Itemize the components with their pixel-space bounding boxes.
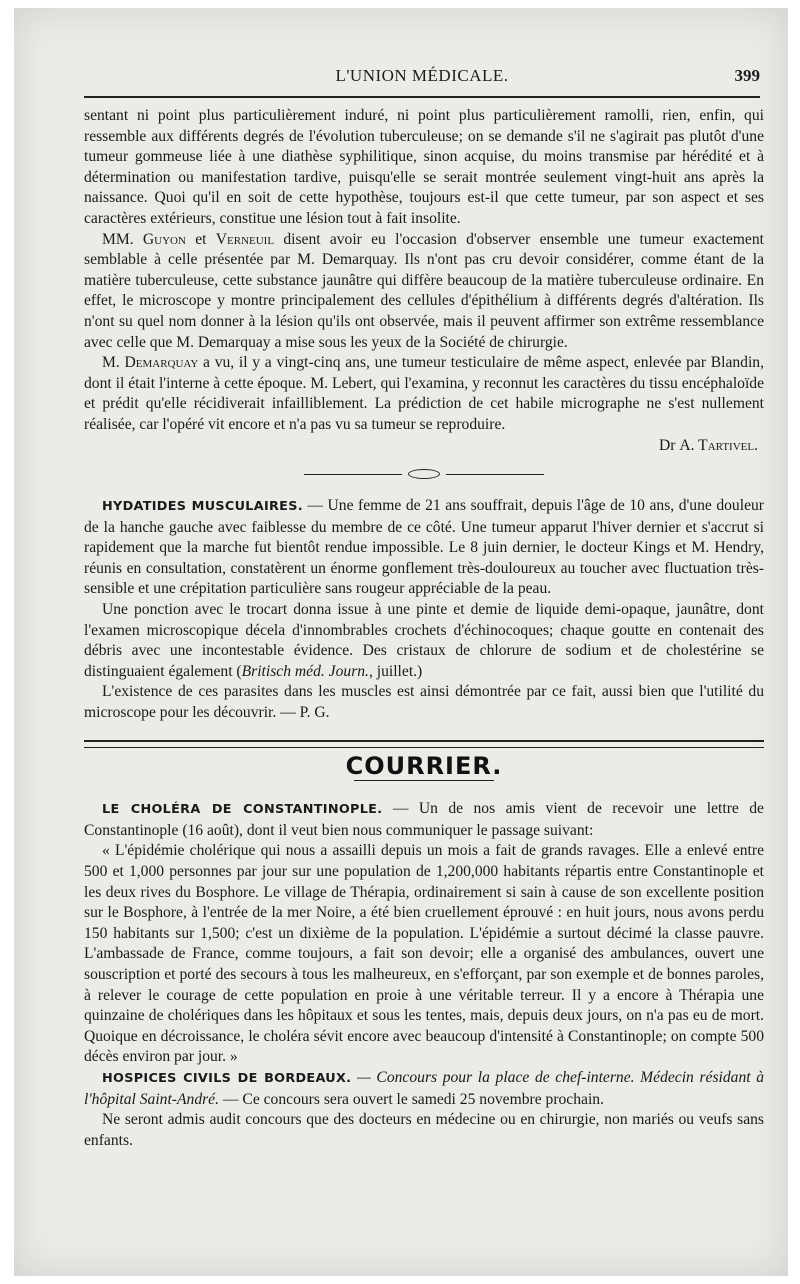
heading-hydatides: HYDATIDES MUSCULAIRES.: [102, 499, 303, 515]
signature-prefix: Dr: [659, 436, 676, 454]
header-rule: [84, 96, 760, 98]
page-body: [84, 106, 764, 1151]
signature: [84, 436, 764, 457]
running-title: L'UNION MÉDICALE.: [335, 66, 509, 85]
paragraph-hospices: [84, 1068, 764, 1110]
paragraph-ponction: [84, 600, 764, 682]
name-demarquay: Demarquay: [124, 354, 199, 372]
prefix-mm: MM.: [102, 230, 134, 248]
page-number: 399: [734, 66, 760, 85]
paragraph-tumeur-conclusion: sentant ni point plus particulièrement induré, ni point plus particulièrement ramolli, rien, enfin, qui ressemble aux différents degrés de l'évolution tuberculeuse; on se demande s'il ne s'agirait pas plutôt d'une tumeur gommeuse liée à une diathèse syphilitique, sinon acquise, du moins transmise par hérédité et à détermination ou manifestation tardive, puisqu'elle se serait montrée seulement vingt-huit ans après la naissance. Quoi qu'il en soit de cette hypothèse, toujours est-il que cette tumeur, par son aspect et ses caractères extérieurs, constitue une lésion tout à fait insolite.: [84, 107, 764, 227]
paragraph-demarquay-text: a vu, il y a vingt-cinq ans, une tumeur testiculaire de même aspect, enlevée par Blandin, dont il était l'interne à cette époque. M. Lebert, qui l'examina, y reconnut les caractères du tissu encéphaloïde et prédit qu'elle récidiverait infailliblement. La prédiction de cet habile micrographe ne s'est nullement réalisée, car l'opéré vit encore et n'a pas vu sa tumeur se reproduire.: [84, 354, 765, 433]
paragraph-guyon-text: disent avoir eu l'occasion d'observer ensemble une tumeur exactement semblable à celle présentée par M. Demarquay. Ils n'ont pas cru devoir considérer, comme étant de la matière tuberculeuse, cette substance jaunâtre qui diffère beaucoup de la matière tuberculeuse ordinaire. En effet, le microscope y montre principalement des cellules d'épithélium à différents degrés d'altération. Ils n'ont su quel nom donner à la lésion qu'ils ont observée, mais il peuvent affirmer son extrême ressemblance avec celle que M. Demarquay a mise sous les yeux de la Société de chirurgie.: [84, 230, 764, 351]
paragraph-parasites: L'existence de ces parasites dans les muscles est ainsi démontrée par ce fait, aussi bien que l'utilité du microscope pour les découvrir. — P. G.: [84, 683, 764, 722]
paragraph-demarquay: [84, 353, 764, 435]
heading-hospices: HOSPICES CIVILS DE BORDEAUX.: [102, 1070, 352, 1086]
hospices-text: — Ce concours sera ouvert le samedi 25 novembre prochain.: [222, 1090, 604, 1108]
name-guyon: Guyon: [142, 230, 186, 248]
name-verneuil: Verneuil: [215, 230, 275, 248]
document-page: [14, 8, 788, 1276]
section-short-rule: [354, 780, 494, 781]
ornament-divider: [304, 470, 544, 480]
hospices-italic: — Concours pour la place de chef-interne. Médecin résidant à l'hôpital Saint-André.: [84, 1068, 765, 1108]
hydatides-text: — Une femme de 21 ans souffrait, depuis l'âge de 10 ans, d'une douleur de la hanche gauche avec faiblesse du membre de ce côté. Une tumeur apparut l'hiver dernier et s'accrut si rapidement que la marche fut bientôt rendue impossible. Le 8 juin dernier, le docteur Kings et M. Hendry, réunis en consultation, constatèrent un énorme gonflement très-douloureux au toucher avec fluctuation très-sensible et une crépitation particulière sans rougeur appréciable de la peau.: [84, 497, 764, 598]
section-double-rule: [84, 740, 764, 748]
ponction-end: , juillet.): [368, 662, 423, 680]
heading-cholera: LE CHOLÉRA DE CONSTANTINOPLE.: [102, 802, 383, 818]
paragraph-cholera-letter: « L'épidémie cholérique qui nous a assailli depuis un mois a fait de grands ravages. Elle a enlevé entre 500 et 1,000 personnes par jour sur une population de 1,200,000 habitants répartis entre Constantinople et les deux rives du Bosphore. Le village de Thérapia, ordinairement si sain à cause de son excellente position sur le Bosphore, à l'entrée de la mer Noire, a été bien cruellement éprouvé : en huit jours, nous avons perdu 150 habitants sur 1,500; c'est un dixième de la population. L'épidémie a surtout décimé la classe pauvre. L'ambassade de France, comme toujours, a fait son devoir; elle a organisé des ambulances, ouvert une souscription et porté des secours à tous les malheureux, en s'efforçant, par son exemple et de bonnes paroles, à relever le courage de cette population en proie à une véritable terreur. Il y a encore à Thérapia une quinzaine de cholériques dans les hôpitaux et sous les tentes, mais, depuis deux jours, on n'a pas eu de mort. Quoique en décroissance, le choléra sévit encore avec beaucoup d'intensité à Constantinople; on compte 500 décès environ par jour. »: [84, 842, 764, 1066]
cholera-intro-text: — Un de nos amis vient de recevoir une lettre de Constantinople (16 août), dont il veut bien nous communiquer le passage suivant:: [84, 800, 764, 839]
paragraph-hydatides: [84, 496, 764, 600]
section-title-courrier: COURRIER.: [345, 751, 503, 780]
running-header: [84, 62, 760, 90]
prefix-m: M.: [102, 354, 120, 372]
conjunction-et: et: [195, 230, 207, 248]
paragraph-guyon-verneuil: [84, 230, 764, 354]
paragraph-cholera-intro: [84, 799, 764, 841]
signature-name: A. Tartivel.: [679, 436, 758, 454]
source-citation: Britisch méd. Journ.: [241, 662, 369, 680]
ponction-text: Une ponction avec le trocart donna issue à une pinte et demie de liquide demi-opaque, jaunâtre, dont l'examen microscopique décela d'innombrables crochets d'échinocoques; chaque goutte en contenait des débris avec une incontestable évidence. Des cristaux de chlorure de sodium et de cholestérine se distinguaient également (: [84, 601, 764, 680]
paragraph-admission: Ne seront admis audit concours que des docteurs en médecine ou en chirurgie, non mariés ou veufs sans enfants.: [84, 1111, 764, 1149]
